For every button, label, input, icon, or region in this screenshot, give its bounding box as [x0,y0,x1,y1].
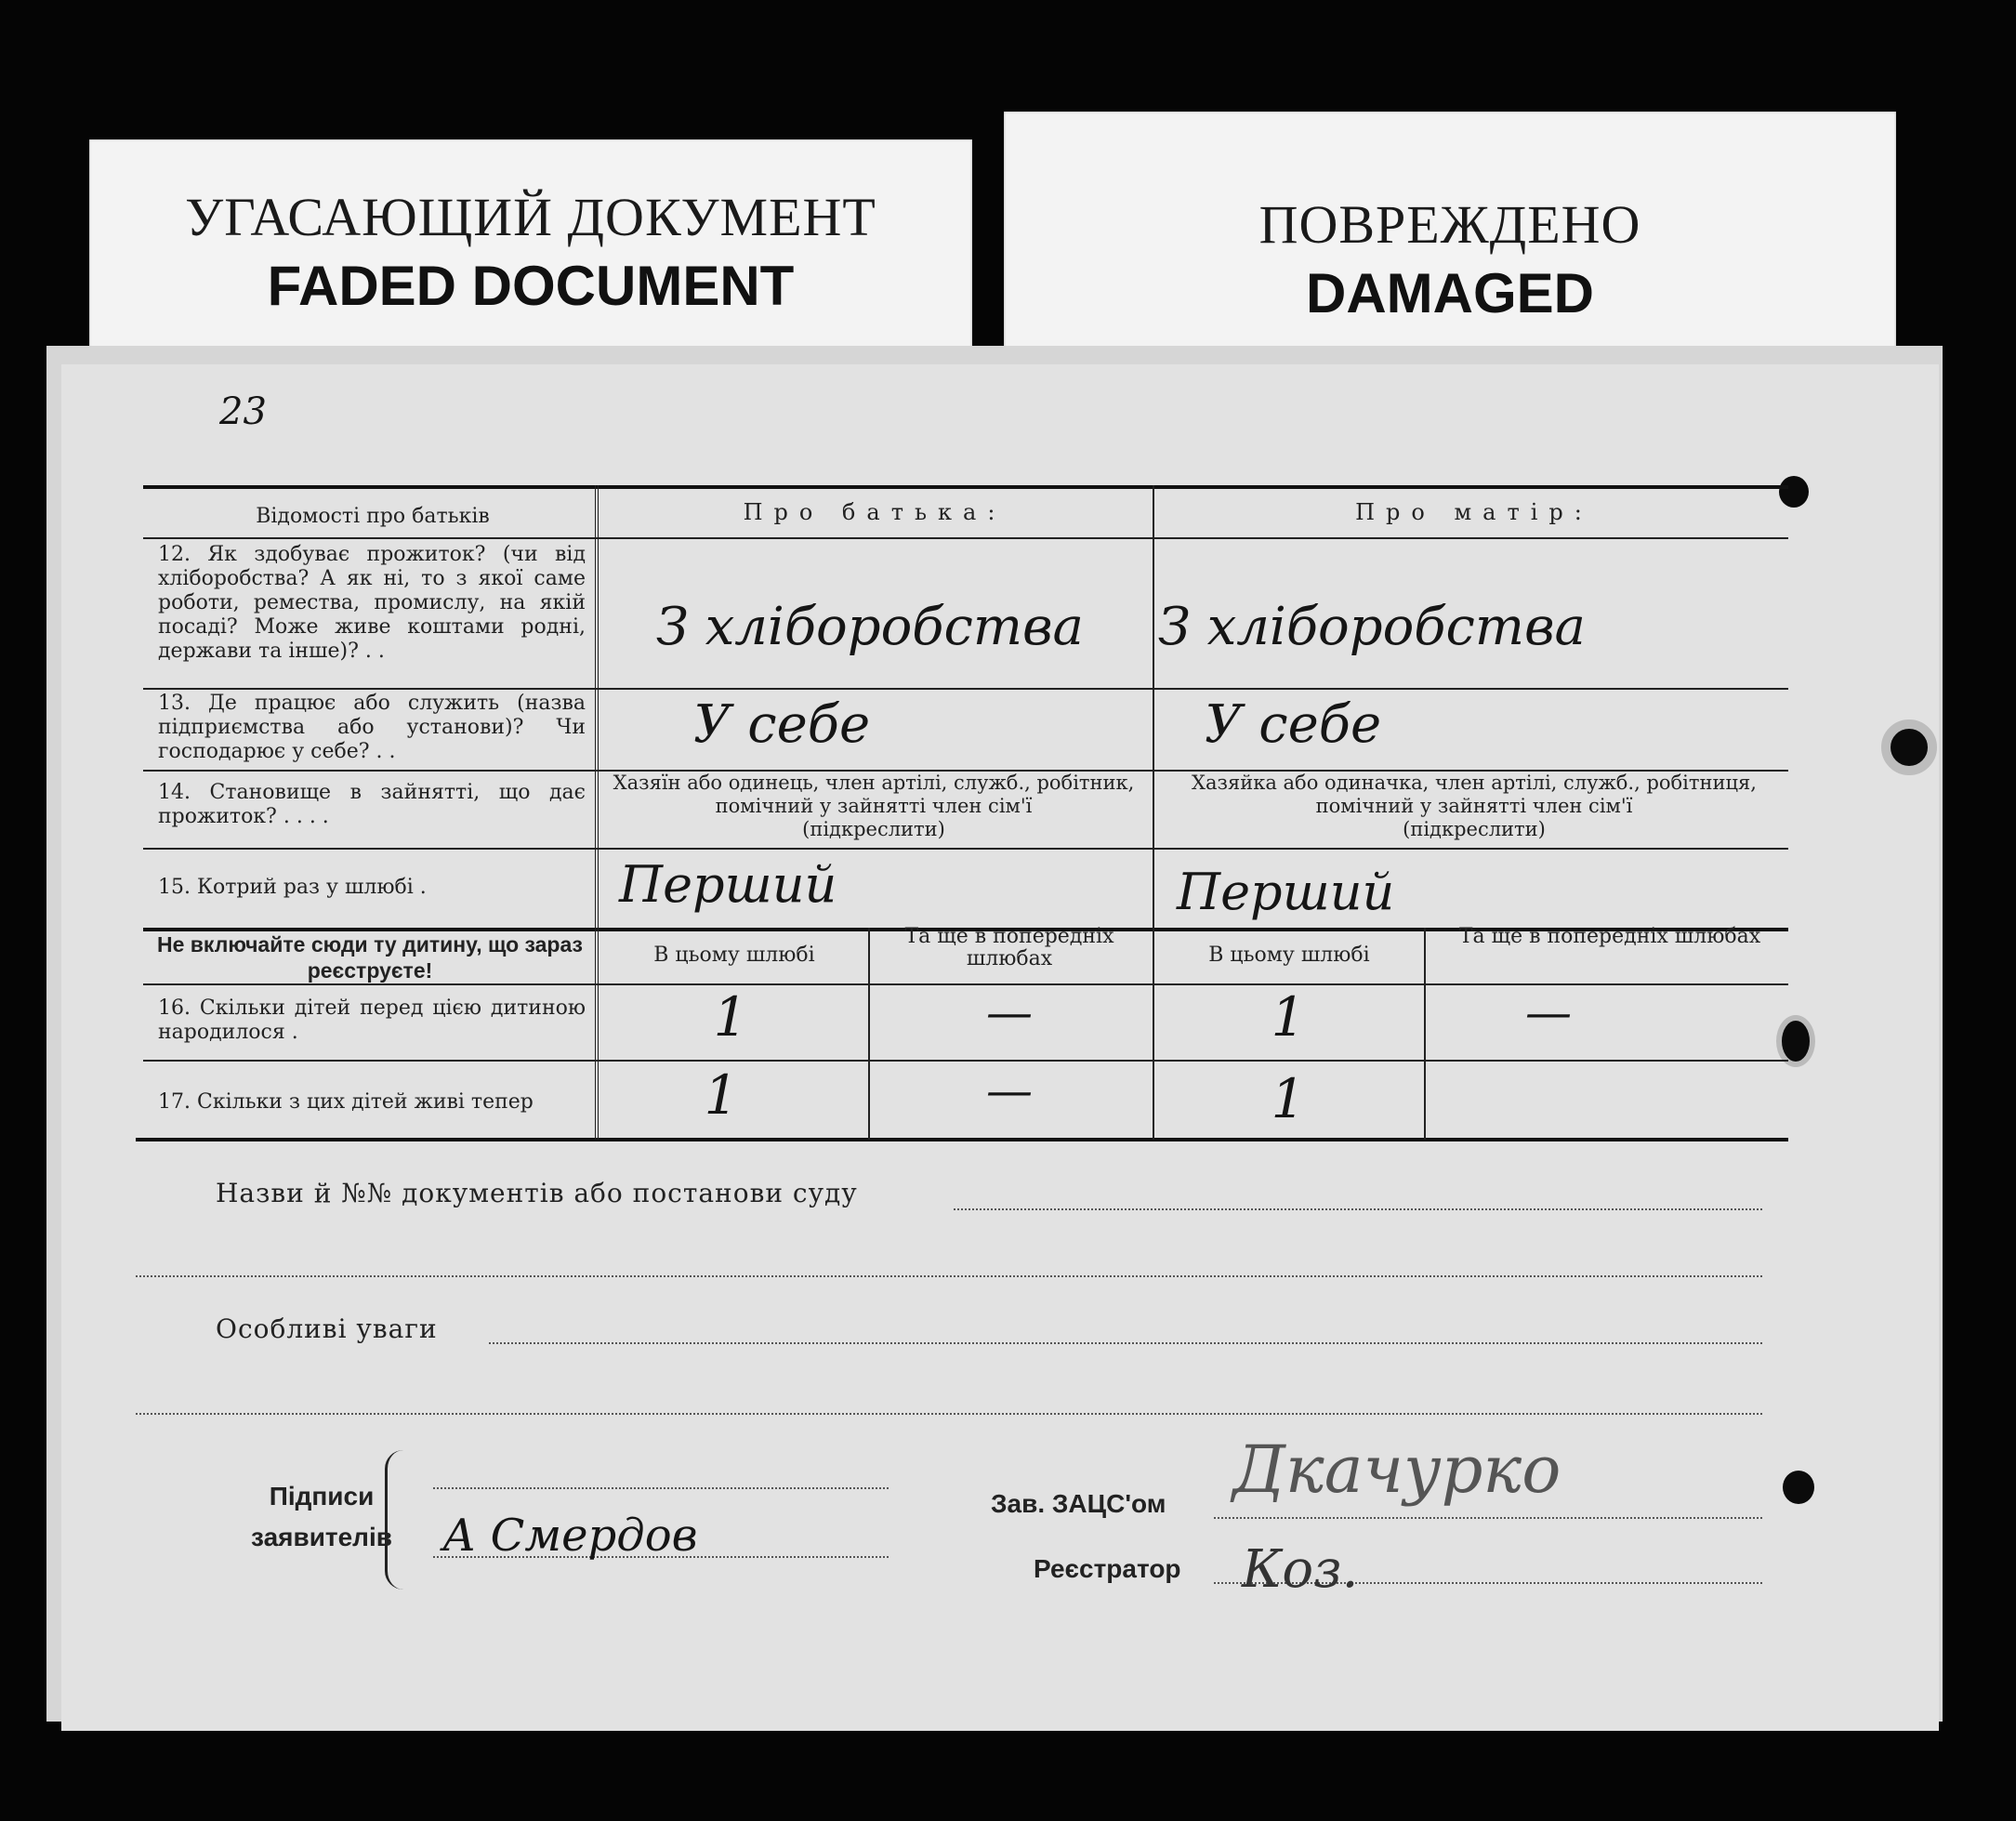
question-13: 13. Де працює або служить (назва підприємства або установи)? Чи господарює у себе? . . [158,692,586,763]
documents-line [954,1208,1762,1210]
header-parents-info: Відомості про батьків [256,505,490,528]
faded-label-ru: УГАСАЮЩИЙ ДОКУМЕНТ [185,187,876,247]
q16-mother-this: 1 [1271,985,1306,1049]
subheader-this-marriage-father: В цьому шлюбі [653,943,815,967]
rule [143,688,1788,690]
damaged-label-en: DAMAGED [1306,262,1594,324]
q17-father-prev: — [986,1063,1033,1117]
occupation-options-father: Хазяїн або одинець, член артілі, служб., робітник, помічний у зайнятті член сім'ї [613,772,1135,817]
documents-label: Назви й №№ документів або постанови суду [216,1178,858,1208]
question-12: 12. Як здобуває прожиток? (чи від хліборобства? А як ні, то з якої саме роботи, ремества, промислу, на якій посаді? Може живе коштами родні, держави та інше)? . . [158,543,586,663]
column-divider [868,928,870,1140]
subheader-this-marriage-mother: В цьому шлюбі [1208,943,1370,967]
table-top-rule [143,485,1788,489]
signatures-brace [385,1450,412,1590]
head-signature: Дкачурко [1232,1432,1561,1508]
question-15: 15. Котрий раз у шлюбі . [158,876,427,899]
header-father: Про батька: [743,499,1007,525]
answer-15-mother: Перший [1177,863,1395,921]
column-divider [595,485,599,1140]
q16-father-prev: — [986,985,1033,1039]
answer-15-father: Перший [619,855,837,914]
rule [143,537,1788,539]
rule [143,848,1788,850]
head-line [1214,1517,1762,1519]
occupation-status-mother [1160,772,1788,841]
applicant-line-1 [433,1487,889,1489]
rule [143,1060,1788,1062]
q17-father-this: 1 [704,1063,739,1127]
documents-line-2 [136,1275,1762,1277]
remarks-label: Особливі уваги [216,1313,438,1344]
occupation-status-father [604,772,1143,841]
registrar-label: Реєстратор [1034,1554,1181,1583]
head-of-registry-label: Зав. ЗАЦС'ом [991,1489,1166,1518]
page-number: 23 [219,390,267,433]
damaged-document-label [1004,112,1896,372]
signatures-label-1: Підписи [269,1482,375,1511]
question-14: 14. Становище в зайнятті, що дає прожиток? . . . . [158,781,586,828]
column-divider [1153,485,1154,1140]
punch-hole [1881,719,1937,775]
question-17: 17. Скільки з цих дітей живі тепер [158,1090,534,1114]
q17-mother-this: 1 [1271,1067,1306,1130]
answer-13-mother: У себе [1205,694,1382,755]
underline-instruction-father: (підкреслити) [802,818,945,840]
faded-document-label [89,139,972,372]
q16-father-this: 1 [713,985,748,1049]
remarks-line-2 [136,1413,1762,1415]
subheader-prev-marriages-mother: Та ще в попередніх шлюбах [1458,925,1761,948]
column-divider [1424,928,1426,1140]
question-16: 16. Скільки дітей перед цією дитиною народилося . [158,996,586,1044]
damaged-label-ru: ПОВРЕЖДЕНО [1258,194,1641,255]
faded-label-en: FADED DOCUMENT [267,255,795,317]
underline-instruction-mother: (підкреслити) [1403,818,1546,840]
answer-13-father: У себе [693,694,871,755]
table-bottom-rule [136,1138,1788,1141]
subheader-prev-marriages-father: Та ще в попередніх шлюбах [904,925,1114,970]
children-note: Не включайте сюди ту дитину, що зараз реєструєте! [156,932,583,983]
registrar-signature: Коз. [1242,1539,1359,1600]
registration-form-sheet [61,364,1939,1731]
signatures-label-2: заявителів [251,1523,392,1551]
answer-12-father: З хліборобства [656,597,1084,657]
q16-mother-prev: — [1525,985,1572,1039]
remarks-line [489,1342,1762,1344]
header-mother: Про матір: [1355,499,1593,525]
answer-12-mother: З хліборобства [1158,597,1586,657]
applicant-signature: А Смердов [442,1510,698,1562]
occupation-options-mother: Хазяйка або одиначка, член артілі, служб., робітниця, помічний у зайнятті член сім'ї [1192,772,1757,817]
punch-hole [1783,1471,1814,1504]
